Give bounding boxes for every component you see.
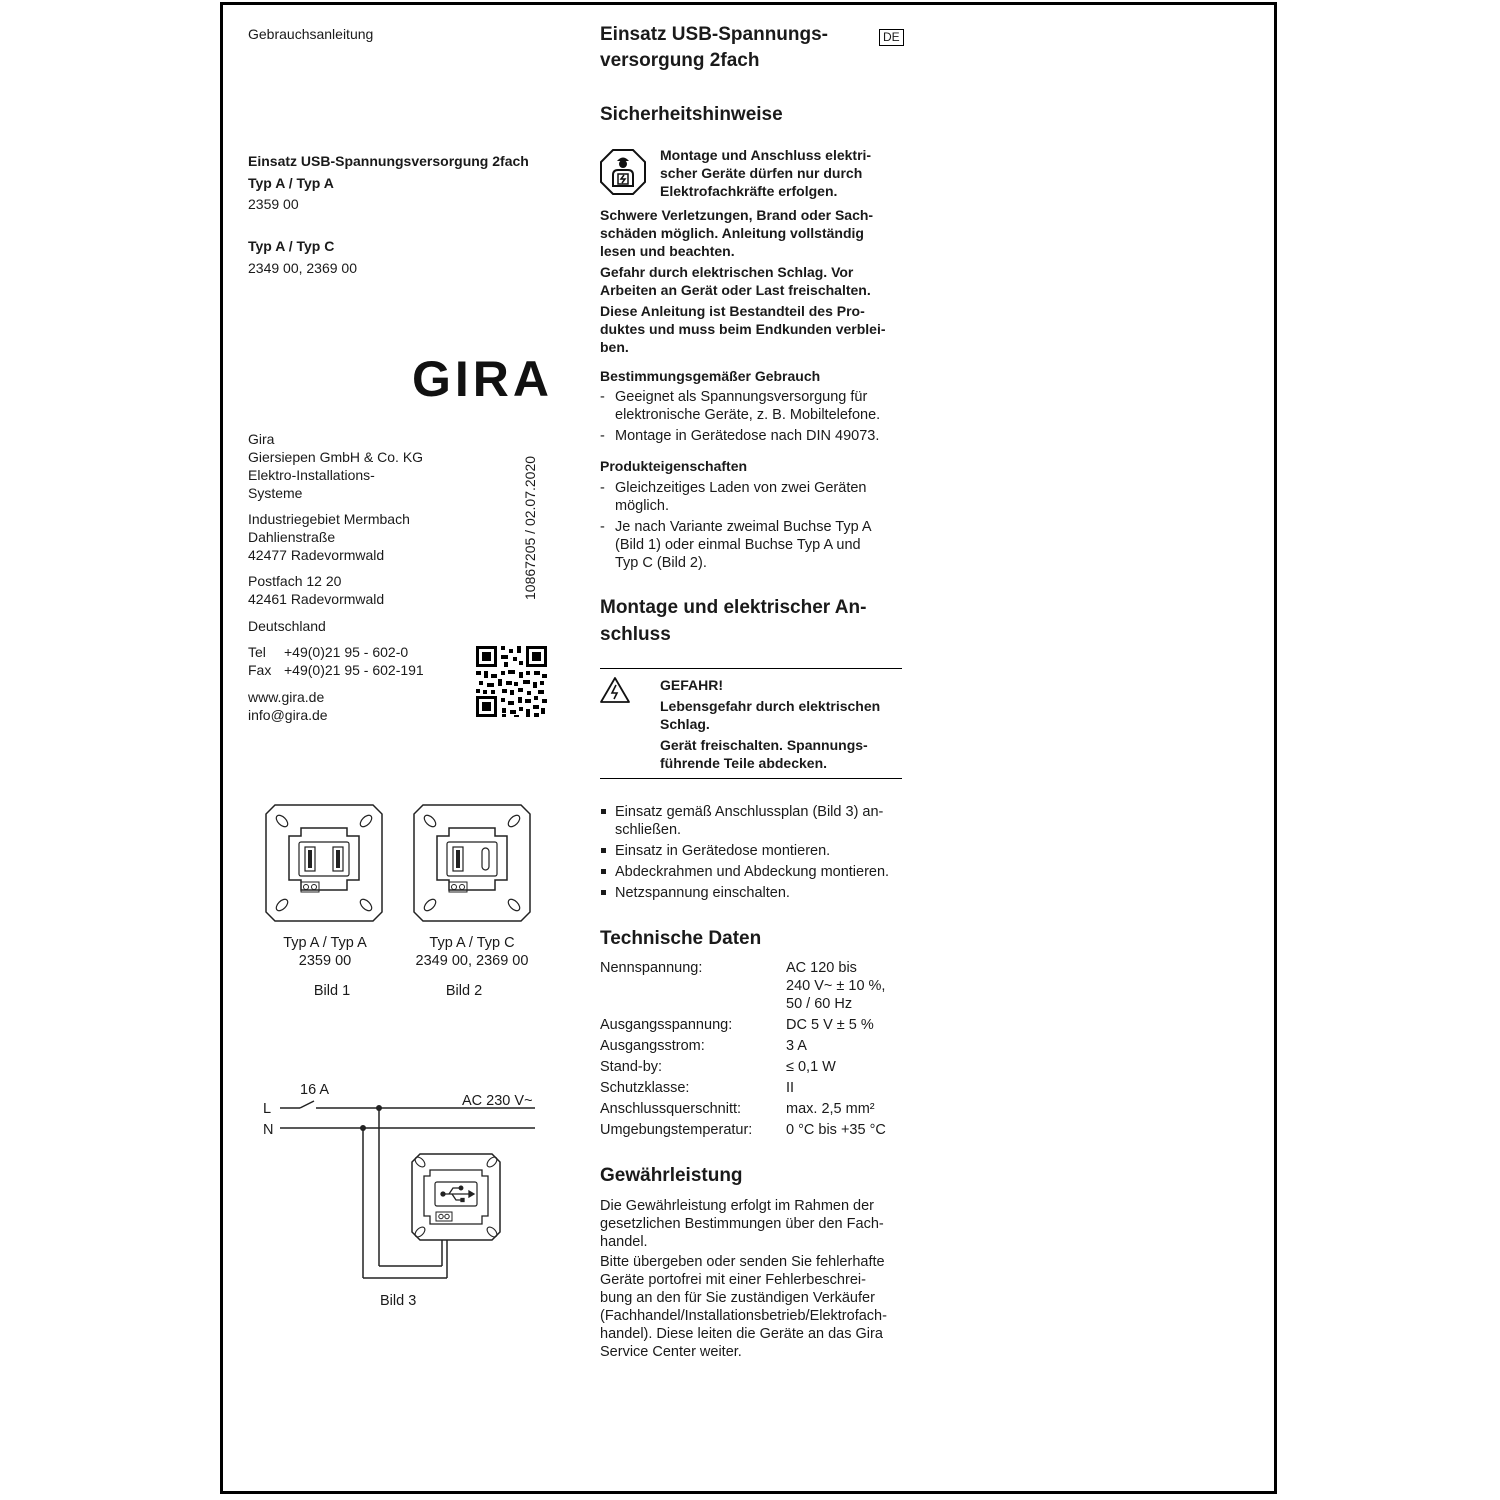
company-address xyxy=(248,430,423,502)
table-row: Ausgangsspannung: DC 5 V ± 5 % xyxy=(600,1017,874,1033)
gira-logo: GIRA xyxy=(412,351,553,407)
address-line: 42477 Radevormwald xyxy=(248,547,385,563)
danger-box-top-rule xyxy=(600,668,902,669)
table-row: Umgebungstemperatur: 0 °C bis +35 °C xyxy=(600,1122,886,1138)
warranty-paragraph: Die Gewährleistung erfolgt im Rahmen der gesetzlichen Bestimmungen über den Fach- handel. xyxy=(600,1198,884,1250)
product-properties-list xyxy=(600,479,910,575)
figure1-type: Typ A / Typ A xyxy=(283,935,367,951)
page-title: Einsatz USB-Spannungs- versorgung 2fach xyxy=(600,24,829,71)
safety-heading: Sicherheitshinweise xyxy=(600,104,783,125)
fax-label: Fax xyxy=(248,662,272,678)
phone-number: +49(0)21 95 - 602-0 xyxy=(284,644,409,660)
safety-paragraph: Diese Anleitung ist Bestandteil des Pro- duktes und muss beim Endkunden verblei- ben. xyxy=(600,303,886,355)
wiring-diagram xyxy=(280,1098,540,1284)
figure2-number: 2349 00, 2369 00 xyxy=(415,953,529,969)
danger-title: GEFAHR! xyxy=(660,677,723,693)
email-link[interactable]: info@gira.de xyxy=(248,707,328,723)
safety-paragraph: Gefahr durch elektrischen Schlag. Vor Arbeiten an Gerät oder Last freischalten. xyxy=(600,264,871,298)
mounting-steps-list xyxy=(600,803,920,905)
warranty-heading: Gewährleistung xyxy=(600,1165,743,1186)
country: Deutschland xyxy=(248,618,326,634)
table-row: Schutzklasse: II xyxy=(600,1080,795,1096)
socket-typ-a-c-icon xyxy=(413,804,531,922)
address-line: 42461 Radevormwald xyxy=(248,591,385,607)
intended-use-heading: Bestimmungsgemäßer Gebrauch xyxy=(600,368,821,384)
doc-number: 10867205 / 02.07.2020 xyxy=(522,455,538,600)
website-link[interactable]: www.gira.de xyxy=(248,689,325,705)
address-line: Dahlienstraße xyxy=(248,529,336,545)
figure1-number: 2359 00 xyxy=(298,953,352,969)
figure3-label: Bild 3 xyxy=(380,1293,417,1309)
figure1-label: Bild 1 xyxy=(313,983,351,999)
table-row: Stand-by: ≤ 0,1 W xyxy=(600,1059,836,1075)
address-line: Industriegebiet Mermbach xyxy=(248,511,410,527)
fax-number: +49(0)21 95 - 602-191 xyxy=(284,662,424,678)
mounting-heading: Montage und elektrischer An- schluss xyxy=(600,597,867,645)
address-line: Giersiepen GmbH & Co. KG xyxy=(248,449,424,465)
variant2-name: Typ A / Typ C xyxy=(248,238,335,254)
product-properties-heading: Produkteigenschaften xyxy=(600,458,748,474)
address-line: Systeme xyxy=(248,485,303,501)
figure2-label: Bild 2 xyxy=(445,983,483,999)
fuse-label: 16 A xyxy=(300,1082,330,1098)
address-line: Elektro-Installations- xyxy=(248,467,375,483)
postbox-address xyxy=(248,572,384,608)
variant1-number: 2359 00 xyxy=(248,196,299,212)
table-row: Ausgangsstrom: 3 A xyxy=(600,1038,807,1054)
danger-text: Gerät freischalten. Spannungs- führende Teile abdecken. xyxy=(660,737,868,771)
safety-icon-text: Montage und Anschluss elektri- scher Geräte dürfen nur durch Elektrofachkräfte erfolgen. xyxy=(660,147,872,199)
list-item: Einsatz in Gerätedose montieren. xyxy=(600,842,920,860)
figure2-type: Typ A / Typ C xyxy=(429,935,515,951)
variant1-name: Typ A / Typ A xyxy=(248,175,334,191)
tech-data-heading: Technische Daten xyxy=(600,928,762,949)
warning-triangle-icon xyxy=(599,676,631,704)
document-type: Gebrauchsanleitung xyxy=(248,26,374,42)
list-item: Netzspannung einschalten. xyxy=(600,884,920,902)
list-item: - Geeignet als Spannungsversorgung für elektronische Geräte, z. B. Mobiltelefone. xyxy=(600,388,910,424)
variant2-number: 2349 00, 2369 00 xyxy=(248,260,357,276)
list-item: Einsatz gemäß Anschlussplan (Bild 3) an- schließen. xyxy=(600,803,920,839)
socket-typ-a-a-icon xyxy=(265,804,383,922)
language-badge: DE xyxy=(879,29,904,46)
product-title: Einsatz USB-Spannungsversorgung 2fach xyxy=(248,153,529,169)
list-item: - Je nach Variante zweimal Buchse Typ A (Bild 1) oder einmal Buchse Typ A und Typ C (Bild 2). xyxy=(600,518,910,572)
tech-data-table xyxy=(600,959,920,1142)
voltage-label: AC 230 V~ xyxy=(462,1093,533,1109)
intended-use-list xyxy=(600,388,910,448)
table-row: Nennspannung: AC 120 bis 240 V~ ± 10 %, 50 / 60 Hz xyxy=(600,960,886,1012)
address-line: Postfach 12 20 xyxy=(248,573,342,589)
street-address xyxy=(248,510,410,564)
list-item: - Gleichzeitiges Laden von zwei Geräten möglich. xyxy=(600,479,910,515)
address-line: Gira xyxy=(248,431,275,447)
phone-label: Tel xyxy=(248,644,266,660)
warranty-paragraph: Bitte übergeben oder senden Sie fehlerhafte Geräte portofrei mit einer Fehlerbeschrei- bung an den für Sie zuständigen Verkäufer (Fachhandel/Installationsbetrieb/Elektrofach- handel). Diese leiten die Geräte an das Gira Service Center weiter. xyxy=(600,1254,887,1360)
table-row: Anschlussquerschnitt: max. 2,5 mm² xyxy=(600,1101,875,1117)
danger-box-bottom-rule xyxy=(600,778,902,779)
danger-text: Lebensgefahr durch elektrischen Schlag. xyxy=(660,698,881,732)
list-item: - Montage in Gerätedose nach DIN 49073. xyxy=(600,427,910,445)
wire-label-l: L xyxy=(263,1101,272,1117)
qr-code-icon xyxy=(476,646,547,717)
electrician-icon xyxy=(599,148,647,196)
safety-paragraph: Schwere Verletzungen, Brand oder Sach- schäden möglich. Anleitung vollständig lesen und beachten. xyxy=(600,207,874,259)
wire-label-n: N xyxy=(263,1122,274,1138)
list-item: Abdeckrahmen und Abdeckung montieren. xyxy=(600,863,920,881)
